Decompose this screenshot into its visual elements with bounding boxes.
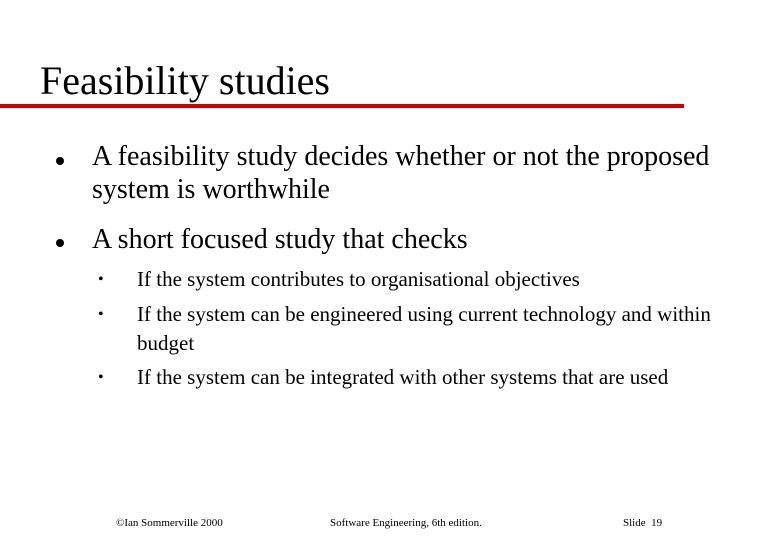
sub-bullet-dot: • bbox=[98, 369, 104, 386]
sub-bullet-dot: • bbox=[98, 306, 104, 323]
bullet-dot bbox=[56, 157, 64, 165]
footer-copyright: ©Ian Sommerville 2000 bbox=[116, 517, 223, 529]
bullet-feasibility-study: A feasibility study decides whether or not the proposed system is worthwhile bbox=[92, 141, 710, 205]
sub-bullet-dot: • bbox=[98, 271, 104, 288]
footer-slide-number: Slide 19 bbox=[623, 517, 663, 529]
title-underline bbox=[0, 104, 684, 108]
sub-bullet-integration: If the system can be integrated with other systems that are used bbox=[137, 365, 669, 389]
bullet-short-focused-study: A short focused study that checks bbox=[92, 224, 468, 255]
slide-title: Feasibility studies bbox=[40, 58, 330, 103]
footer-book-title: Software Engineering, 6th edition. bbox=[330, 517, 482, 529]
sub-bullet-technology-budget: If the system can be engineered using current technology and within budget bbox=[137, 302, 711, 355]
sub-bullet-objectives: If the system contributes to organisational objectives bbox=[137, 267, 580, 291]
bullet-dot bbox=[56, 239, 64, 247]
